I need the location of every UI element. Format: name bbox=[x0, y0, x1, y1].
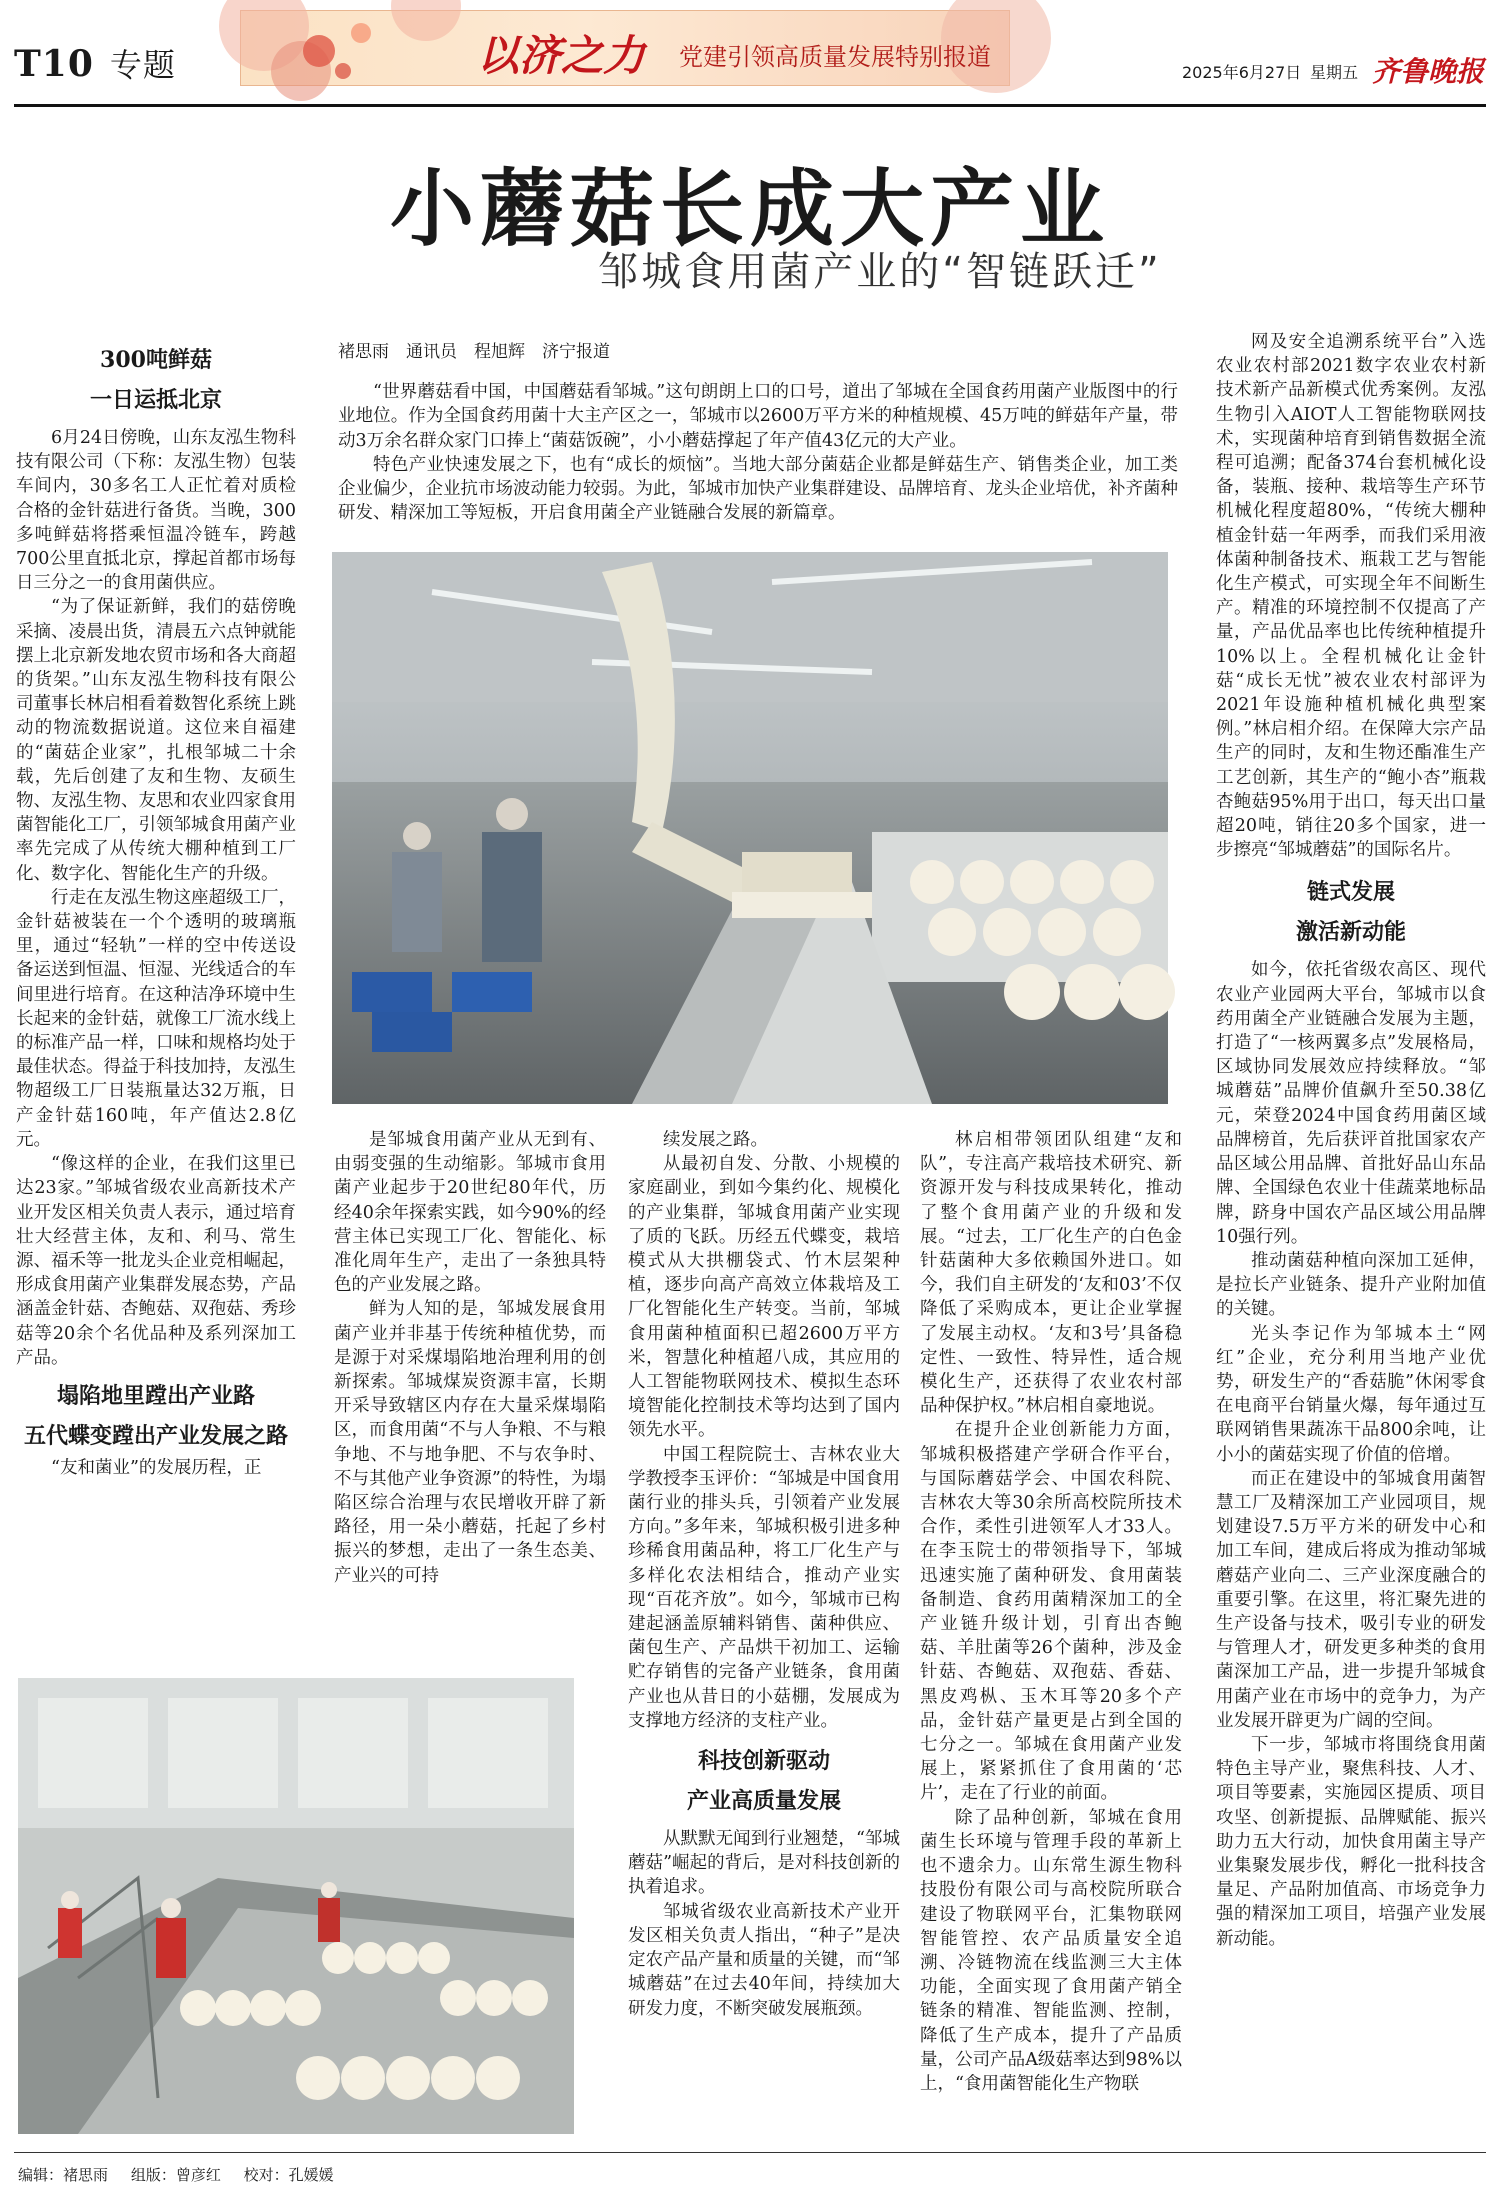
section-title: 五代蝶变蹚出产业发展之路 bbox=[23, 1422, 288, 1449]
footer-editor-label: 编辑： bbox=[18, 2166, 64, 2184]
paragraph: 从最初自发、分散、小规模的家庭副业，到如今集约化、规模化的产业集群，邹城食用菌产业实现了质的飞跃。历经五代蝶变，栽培模式从大拱棚袋式、竹木层架种植，逐步向高产高效立体栽培及工厂化智能化生产转变。当前，邹城食用菌种植面积已超2600万平方米，智慧化种植超八成，其应用的人工智能物联网技术、模拟生态环境智能化控制技术等均达到了国内领先水平。 bbox=[628, 1154, 900, 1441]
paragraph: 6月24日傍晚，山东友泓生物科技有限公司（下称：友泓生物）包装车间内，30多名工人正忙着对质检合格的金针菇进行备货。当晚，300多吨鲜菇将搭乘恒温冷链车，跨越700公里直抵北京，撑起首都市场每日三分之一的食用菌供应。 bbox=[16, 428, 296, 594]
lead-paragraph: 特色产业快速发展之下，也有“成长的烦恼”。当地大部分菌菇企业都是鲜菇生产、销售类企业，加工类企业偏少，企业抗市场波动能力较弱。为此，邹城市加快产业集群建设、品牌培育、龙头企业培优，补齐菌种研发、精深加工等短板，开启食用菌全产业链融合发展的新篇章。 bbox=[338, 454, 1178, 524]
photo-robotic-arm-workshop bbox=[332, 552, 1168, 1104]
byline: 褚思雨 通讯员 程旭辉 济宁报道 bbox=[338, 342, 610, 362]
paragraph: 除了品种创新，邹城在食用菌生长环境与管理手段的革新上也不遗余力。山东常生源生物科技股份有限公司与高校院所联合建设了物联网平台，汇集物联网智能管控、农产品质量安全追溯、冷链物流在线监测三大主体功能，全面实现了食用菌产销全链条的精准、智能监测、控制，降低了生产成本，提升了产品质量，公司产品A级菇率达到98%以上，“食用菌智能化生产物联 bbox=[920, 1807, 1182, 2094]
issue-weekday: 星期五 bbox=[1310, 63, 1359, 82]
header-divider bbox=[14, 104, 1486, 107]
page-header bbox=[0, 0, 1500, 118]
section-title: 产业高质量发展 bbox=[686, 1788, 841, 1815]
paragraph: 鲜为人知的是，邹城发展食用菌产业并非基于传统种植优势，而是源于对采煤塌陷地治理利用的创新探索。邹城煤炭资源丰富，长期开采导致辖区内存在大量采煤塌陷区，而食用菌“不与人争粮、不与粮争地、不与地争肥、不与农争时、不与其他产业争资源”的特性，为塌陷区综合治理与农民增收开辟了新路径，用一朵小蘑菇，托起了乡村振兴的梦想，走出了一条生态美、产业兴的可持 bbox=[334, 1299, 606, 1586]
section-name: 专题 bbox=[109, 46, 176, 84]
special-report-banner bbox=[240, 10, 1010, 86]
article-lead bbox=[338, 340, 1178, 530]
column-2 bbox=[334, 1128, 606, 1648]
section-title: 科技创新驱动 bbox=[697, 1748, 830, 1775]
page-footer bbox=[18, 2164, 352, 2185]
paragraph: 从默默无闻到行业翘楚，“邹城蘑菇”崛起的背后，是对科技创新的执着追求。 bbox=[628, 1829, 900, 1898]
column-1 bbox=[16, 340, 296, 1478]
issue-date: 2025年6月27日 bbox=[1182, 63, 1302, 82]
footer-layout-label: 组版： bbox=[130, 2166, 176, 2184]
paragraph: 推动菌菇种植向深加工延伸，是拉长产业链条、提升产业附加值的关键。 bbox=[1216, 1250, 1486, 1320]
footer-proof bbox=[244, 2166, 334, 2184]
paragraph: 网及安全追溯系统平台”入选农业农村部2021数字农业农村新技术新产品新模式优秀案例。友泓生物引入AIOT人工智能物联网技术，实现菌种培育到销售数据全流程可追溯；配备374台套机械化设备，装瓶、接种、栽培等生产环节机械化程度超80%，“传统大棚种植金针菇一年两季，而我们采用液体菌种制备技术、瓶栽工艺与智能化生产模式，可实现全年不间断生产。精准的环境控制不仅提高了产量，产品优品率也比传统种植提升10%以上。全程机械化让金针菇“成长无忧”被农业农村部评为2021年设施种植机械化典型案例。”林启相介绍。在保障大宗产品生产的同时，友和生物还酯准生产工艺创新，其生产的“鲍小杏”瓶栽杏鲍菇95%用于出口，每天出口量超20吨，销往20多个国家，进一步擦亮“邹城蘑菇”的国际名片。 bbox=[1216, 332, 1486, 861]
section-title: 激活新动能 bbox=[1295, 919, 1406, 946]
paragraph: 光头李记作为邹城本土“网红”企业，充分利用当地产业优势，研发生产的“香菇脆”休闲零食在电商平台销量火爆，每年通过互联网销售果蔬冻干品800余吨，让小小的菌菇实现了价值的倍增。 bbox=[1216, 1323, 1486, 1465]
paragraph: 邹城省级农业高新技术产业开发区相关负责人指出，“种子”是决定农产品产量和质量的关键，而“邹城蘑菇”在过去40年间，持续加大研发力度，不断突破发展瓶颈。 bbox=[628, 1901, 900, 2019]
paragraph: 如今，依托省级农高区、现代农业产业园两大平台，邹城市以食药用菌全产业链融合发展为主题，打造了“一核两翼多点”发展格局，区域协同发展效应持续释放。“邹城蘑菇”品牌价值飙升至50.38亿元，荣登2024中国食药用菌区域品牌榜首，先后获评首批国家农产品区域公用品牌、首批好品山东品牌、全国绿色农业十佳蔬菜地标品牌，跻身中国农产品区域公用品牌10强行列。 bbox=[1216, 960, 1486, 1247]
paragraph: “为了保证新鲜，我们的菇傍晚采摘、凌晨出货，清晨五六点钟就能摆上北京新发地农贸市场和各大商超的货架。”山东友泓生物科技有限公司董事长林启相看着数智化系统上跳动的物流数据说道。这位来自福建的“菌菇企业家”，扎根邹城二十余载，先后创建了友和生物、友硕生物、友泓生物、友思和农业四家食用菌智能化工厂，引领邹城食用菌产业率先完成了从传统大棚种植到工厂化、数字化、智能化生产的升级。 bbox=[16, 597, 296, 884]
paragraph: 中国工程院院士、吉林农业大学教授李玉评价：“邹城是中国食用菌行业的排头兵，引领着产业发展方向。”多年来，邹城积极引进多种珍稀食用菌品种，将工厂化生产与多样化农法相结合，推动产业实现“百花齐放”。如今，邹城市已构建起涵盖原辅料销售、菌种供应、菌包生产、产品烘干初加工、运输贮存销售的完备产业链条，食用菌产业也从昔日的小菇棚，发展成为支撑地方经济的支柱产业。 bbox=[628, 1444, 900, 1731]
article-headline: 小蘑菇长成大产业 bbox=[389, 159, 1110, 258]
paragraph: 是邹城食用菌产业从无到有、由弱变强的生动缩影。邹城市食用菌产业起步于20世纪80年代，历经40余年探索实践，如今90%的经营主体已实现工厂化、智能化、标准化周年生产，走出了一条独具特色的产业发展之路。 bbox=[334, 1130, 606, 1296]
column-4 bbox=[920, 1128, 1182, 2128]
footer-editor bbox=[18, 2166, 108, 2184]
footer-divider bbox=[14, 2152, 1486, 2153]
column-5 bbox=[1216, 330, 1486, 2130]
lead-paragraph: “世界蘑菇看中国，中国蘑菇看邹城。”这句朗朗上口的口号，道出了邹城在全国食药用菌产业版图中的行业地位。作为全国食药用菌十大主产区之一，邹城市以2600万平方米的种植规模、45万吨的鲜菇年产量，带动3万余名群众家门口捧上“菌菇饭碗”，小小蘑菇撑起了年产值43亿元的大产业。 bbox=[338, 382, 1178, 451]
column-3 bbox=[628, 1128, 900, 2128]
footer-editor-name: 褚思雨 bbox=[63, 2166, 109, 2184]
paragraph: 行走在友泓生物这座超级工厂，金针菇被装在一个个透明的玻璃瓶里，通过“轻轨”一样的空中传送设备运送到恒温、恒湿、光线适合的车间里进行培育。在这种洁净环境中生长起来的金针菇，就像工厂流水线上的标准产品一样，口味和规格均处于最佳状态。得益于科技加持，友泓生物超级工厂日装瓶量达32万瓶，日产金针菇160吨，年产值达2.8亿元。 bbox=[16, 887, 296, 1150]
footer-layout bbox=[131, 2166, 221, 2184]
section-title: 链式发展 bbox=[1306, 879, 1395, 906]
banner-slogan: 以济之力 bbox=[477, 31, 646, 80]
article-subheadline: 邹城食用菌产业的“智链跃迁” bbox=[598, 249, 1162, 295]
footer-layout-name: 曾彦红 bbox=[175, 2166, 221, 2184]
newspaper-logo: 齐鲁晚报 bbox=[1372, 55, 1485, 88]
paragraph: 而正在建设中的邹城食用菌智慧工厂及精深加工产业园项目，规划建设7.5万平方米的研发中心和加工车间，建成后将成为推动邹城蘑菇产业向二、三产业深度融合的重要引擎。在这里，将汇聚先进的生产设备与技术，吸引专业的研发与管理人才，研发更多种类的食用菌深加工产品，进一步提升邹城食用菌产业在市场中的竞争力，为产业发展开辟更为广阔的空间。 bbox=[1216, 1468, 1486, 1731]
footer-proof-label: 校对： bbox=[243, 2166, 289, 2184]
paragraph: 在提升企业创新能力方面，邹城积极搭建产学研合作平台，与国际蘑菇学会、中国农科院、吉林农大等30余所高校院所技术合作，柔性引进领军人才33人。在李玉院士的带领指导下，邹城迅速实施了菌种研发、食用菌装备制造、食药用菌精深加工的全产业链升级计划，引育出杏鲍菇、羊肚菌等26个菌种，涉及金针菇、杏鲍菇、双孢菇、香菇、黑皮鸡枞、玉木耳等20多个产品，金针菇产量更是占到全国的七分之一。邹城在食用菌产业发展上，紧紧抓住了食用菌的‘芯片’，走在了行业的前面。 bbox=[920, 1420, 1182, 1804]
section-title: 一日运抵北京 bbox=[89, 387, 222, 413]
photo-packaging-line bbox=[18, 1678, 574, 2134]
paragraph: “像这样的企业，在我们这里已达23家。”邹城省级农业高新技术产业开发区相关负责人表示，通过培育壮大经营主体，友和、利马、常生源、福禾等一批龙头企业竞相崛起，形成食用菌产业集群发展态势，产品涵盖金针菇、杏鲍菇、双孢菇、秀珍菇等20余个名优品种及系列深加工产品。 bbox=[16, 1154, 296, 1368]
section-title: 塌陷地里蹚出产业路 bbox=[56, 1382, 255, 1409]
page-number bbox=[14, 40, 176, 86]
section-title: 300吨鲜菇 bbox=[100, 347, 212, 373]
banner-subtitle: 党建引领高质量发展特别报道 bbox=[679, 43, 991, 71]
page-number-text: T10 bbox=[14, 43, 94, 85]
banner-flower-icon bbox=[281, 11, 401, 87]
footer-proof-name: 孔媛媛 bbox=[288, 2166, 334, 2184]
paragraph: 林启相带领团队组建“友和队”，专注高产栽培技术研究、新资源开发与科技成果转化，推动了整个食用菌产业的升级和发展。“过去，工厂化生产的白色金针菇菌种大多依赖国外进口。如今，我们自主研发的‘友和03’不仅降低了采购成本，更让企业掌握了发展主动权。‘友和3号’具备稳定性、一致性、特异性，适合规模化生产，还获得了农业农村部品种保护权。”林启相自豪地说。 bbox=[920, 1130, 1182, 1417]
paragraph: 续发展之路。 bbox=[663, 1130, 768, 1150]
paragraph: 下一步，邹城市将围绕食用菌特色主导产业，聚焦科技、人才、项目等要素，实施园区提质、项目攻坚、创新提振、品牌赋能、振兴助力五大行动，加快食用菌主导产业集聚发展步伐，孵化一批科技含量足、产品附加值高、市场竞争力强的精深加工项目，培强产业发展新动能。 bbox=[1216, 1734, 1486, 1949]
paragraph: “友和菌业”的发展历程，正 bbox=[51, 1457, 262, 1478]
